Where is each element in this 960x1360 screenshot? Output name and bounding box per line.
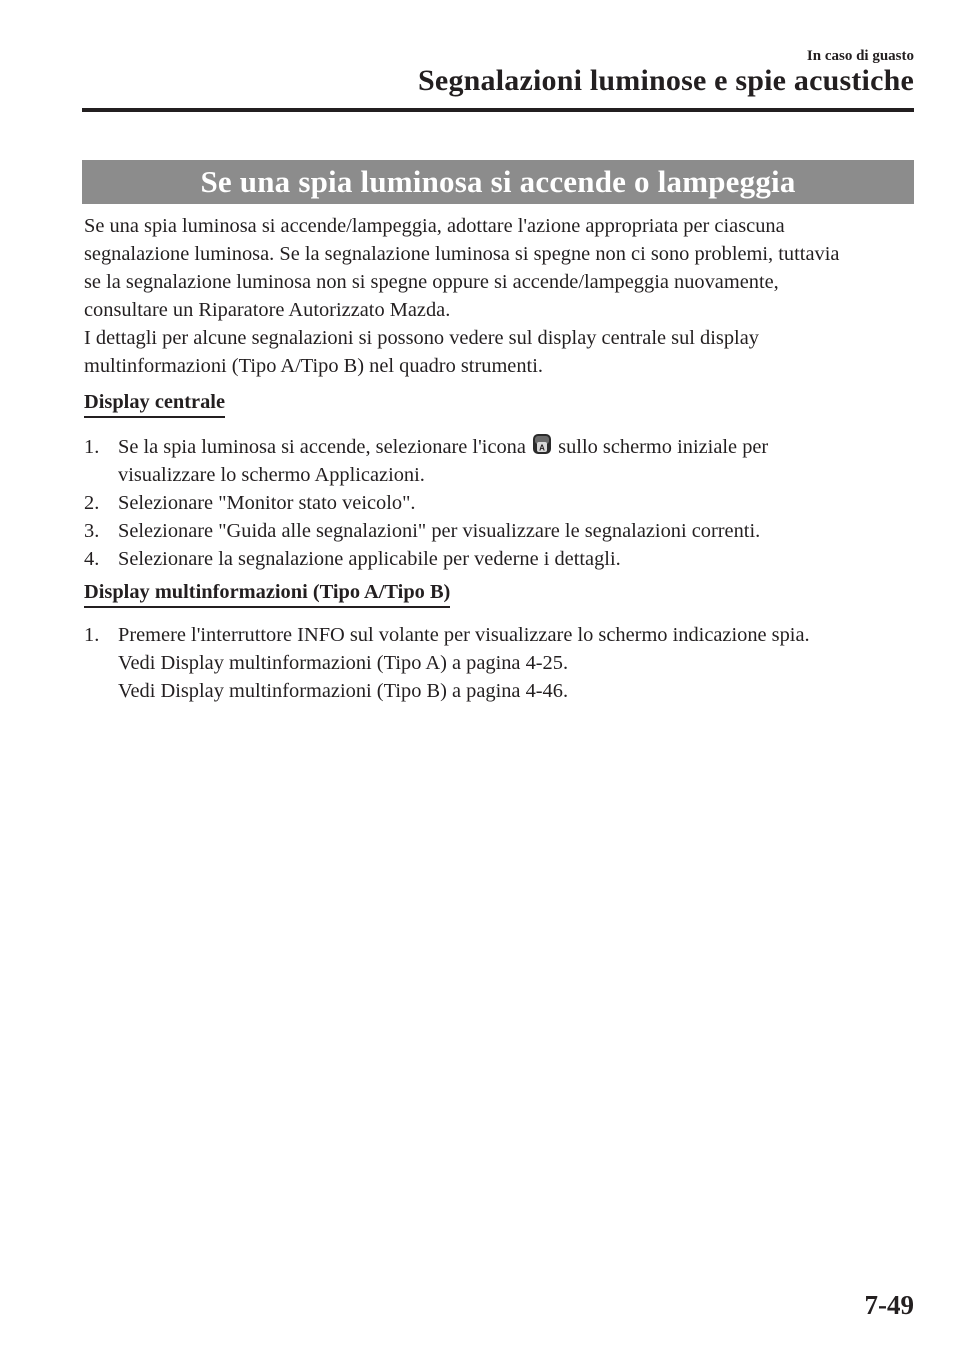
step-number: 1. [84,624,100,646]
display-centrale-steps [84,433,924,573]
subheading-display-multinformazioni: Display multinformazioni (Tipo A/Tipo B) [84,578,450,608]
list-item [84,621,924,705]
step-number: 3. [84,520,100,542]
section-title: Se una spia luminosa si accende o lampeggia [200,164,796,199]
display-multinformazioni-steps [84,621,924,705]
page-reference: Vedi Display multinformazioni (Tipo B) a pagina 4-46. [118,680,569,702]
list-item [84,489,924,517]
step-text: Selezionare la segnalazione applicabile per vederne i dettagli. [118,548,621,570]
applications-icon [532,433,552,455]
intro-line: Se una spia luminosa si accende/lampeggia, adottare l'azione appropriata per ciascuna [84,215,785,237]
step-number: 1. [84,436,100,458]
page-reference: Vedi Display multinformazioni (Tipo A) a pagina 4-25. [118,652,569,674]
step-continuation: visualizzare lo schermo Applicazioni. [118,464,425,486]
subheading-display-centrale: Display centrale [84,388,225,418]
step-text: Premere l'interruttore INFO sul volante per visualizzare lo schermo indicazione spia. [118,624,810,646]
step-text-after: sullo schermo iniziale per [558,436,769,458]
section-title-bar [82,160,914,204]
page-header-title: Segnalazioni luminose e spie acustiche [418,64,914,97]
page-number: 7-49 [864,1290,914,1320]
intro-line: se la segnalazione luminosa non si spegne oppure si accende/lampeggia nuovamente, [84,271,779,293]
intro-paragraph [84,212,920,380]
header-rule [82,108,914,112]
intro-line: consultare un Riparatore Autorizzato Mazda. [84,299,451,321]
step-text: Selezionare "Guida alle segnalazioni" per visualizzare le segnalazioni correnti. [118,520,761,542]
step-number: 4. [84,548,100,570]
step-number: 2. [84,492,100,514]
list-item [84,517,924,545]
list-item [84,545,924,573]
chapter-title: In caso di guasto [806,48,914,64]
intro-line: segnalazione luminosa. Se la segnalazione luminosa si spegne non ci sono problemi, tuttavia [84,243,840,265]
intro-line: multinformazioni (Tipo A/Tipo B) nel quadro strumenti. [84,355,543,377]
intro-line: I dettagli per alcune segnalazioni si possono vedere sul display centrale sul display [84,327,759,349]
svg-text:A: A [539,443,545,453]
step-text: Selezionare "Monitor stato veicolo". [118,492,416,514]
step-text-before: Se la spia luminosa si accende, selezionare l'icona [118,436,526,458]
list-item [84,433,924,489]
